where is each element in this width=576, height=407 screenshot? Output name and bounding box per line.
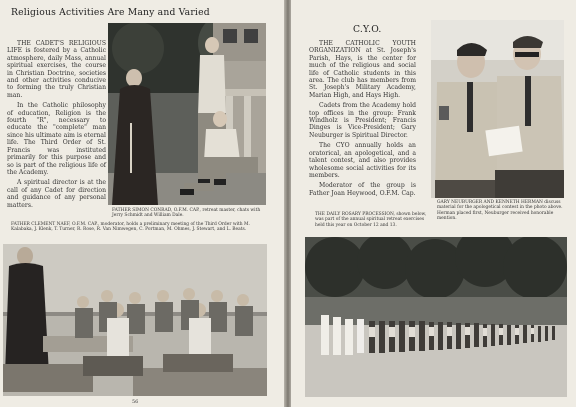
rosary-procession-photo [305,237,567,397]
left-paragraph-3: A spiritual director is at the call of any Cadet for direction and guidance of any personal matters. [7,179,106,209]
procession-caption-text: shown below, was part of the annual spiritual retreat exercises held this year on October 12 and 13. [315,212,427,228]
left-page-body [7,40,106,212]
right-paragraph-3: The CYO annually holds an oratorical, an apologetical, and a talent contest, and also provides wholesome social activities for its members. [309,142,416,179]
third-order-meeting-photo [3,244,267,396]
procession-caption [315,212,433,228]
page-number: 56 [132,399,139,405]
friar-photo-caption-lead: FATHER SIMON CONRAD, O.F.M. CAP., [112,208,201,213]
left-paragraph-2: In the Catholic philosophy of education, Religion is the fourth "R", necessary to educate the "complete" man since his ultimate aim is eternal life. The Third Order of St. Francis was instituted primarily for this purpose and so is part of the religious life of the Academy. [7,102,106,176]
right-paragraph-1: THE CATHOLIC YOUTH ORGANIZATION at St. Joseph's Parish, Hays, is the center for much of the religious and social life of Catholic students in this area. The club has members from St. Joseph's Military Academy, Marian High, and Hays High. [309,40,416,99]
cadets-discussion-photo [431,20,564,198]
third-order-caption-text: moderator, holds a preliminary meeting of the Third Order with M. Kalabaka, J. Klenk, T. Turner, R. Rose, R. Van Nimwegen, C. Portman, M. Ohmes, J. Stewart, and L. Beats. [11,222,250,233]
third-order-caption-lead: FATHER CLEMENT NAEF, O.F.M. CAP., [11,222,100,227]
right-page-body [309,40,416,200]
right-paragraph-4: Moderator of the group is Father Joan Heywood, O.F.M. Cap. [309,182,416,197]
right-paragraph-2: Cadets from the Academy hold top offices in the group: Frank Windholz is President; Francis Dinges is Vice-President; Gary Neuburger is Spiritual Director. [309,102,416,139]
third-order-caption [11,222,269,233]
friar-photo-caption [112,208,268,219]
left-page [0,0,286,407]
friar-with-cadets-photo [108,23,266,205]
left-page-heading: Religious Activities Are Many and Varied [11,7,210,18]
procession-caption-lead: THE DAILY ROSARY PROCESSION, [315,212,395,217]
cadets-photo-caption-text: discuss material for the apologetical contest in the photo above. Herman placed first, Neuburger received honorable mention. [437,200,563,221]
right-page [291,0,576,407]
right-page-heading: C.Y.O. [353,24,382,35]
cadets-photo-caption-lead: GARY NEUBURGER AND KENNETH HERMAN [437,200,543,205]
friar-photo-caption-text: retreat master, chats with Jerry Schmidt and William Dale. [112,208,261,219]
cadets-photo-caption [437,200,567,221]
left-paragraph-1: THE CADET'S RELIGIOUS LIFE is fostered by a Catholic atmosphere, daily Mass, annual spiritual exercises, the course in Christian Doctrine, societies and other activities conducive to forming the truly Christian man. [7,40,106,99]
